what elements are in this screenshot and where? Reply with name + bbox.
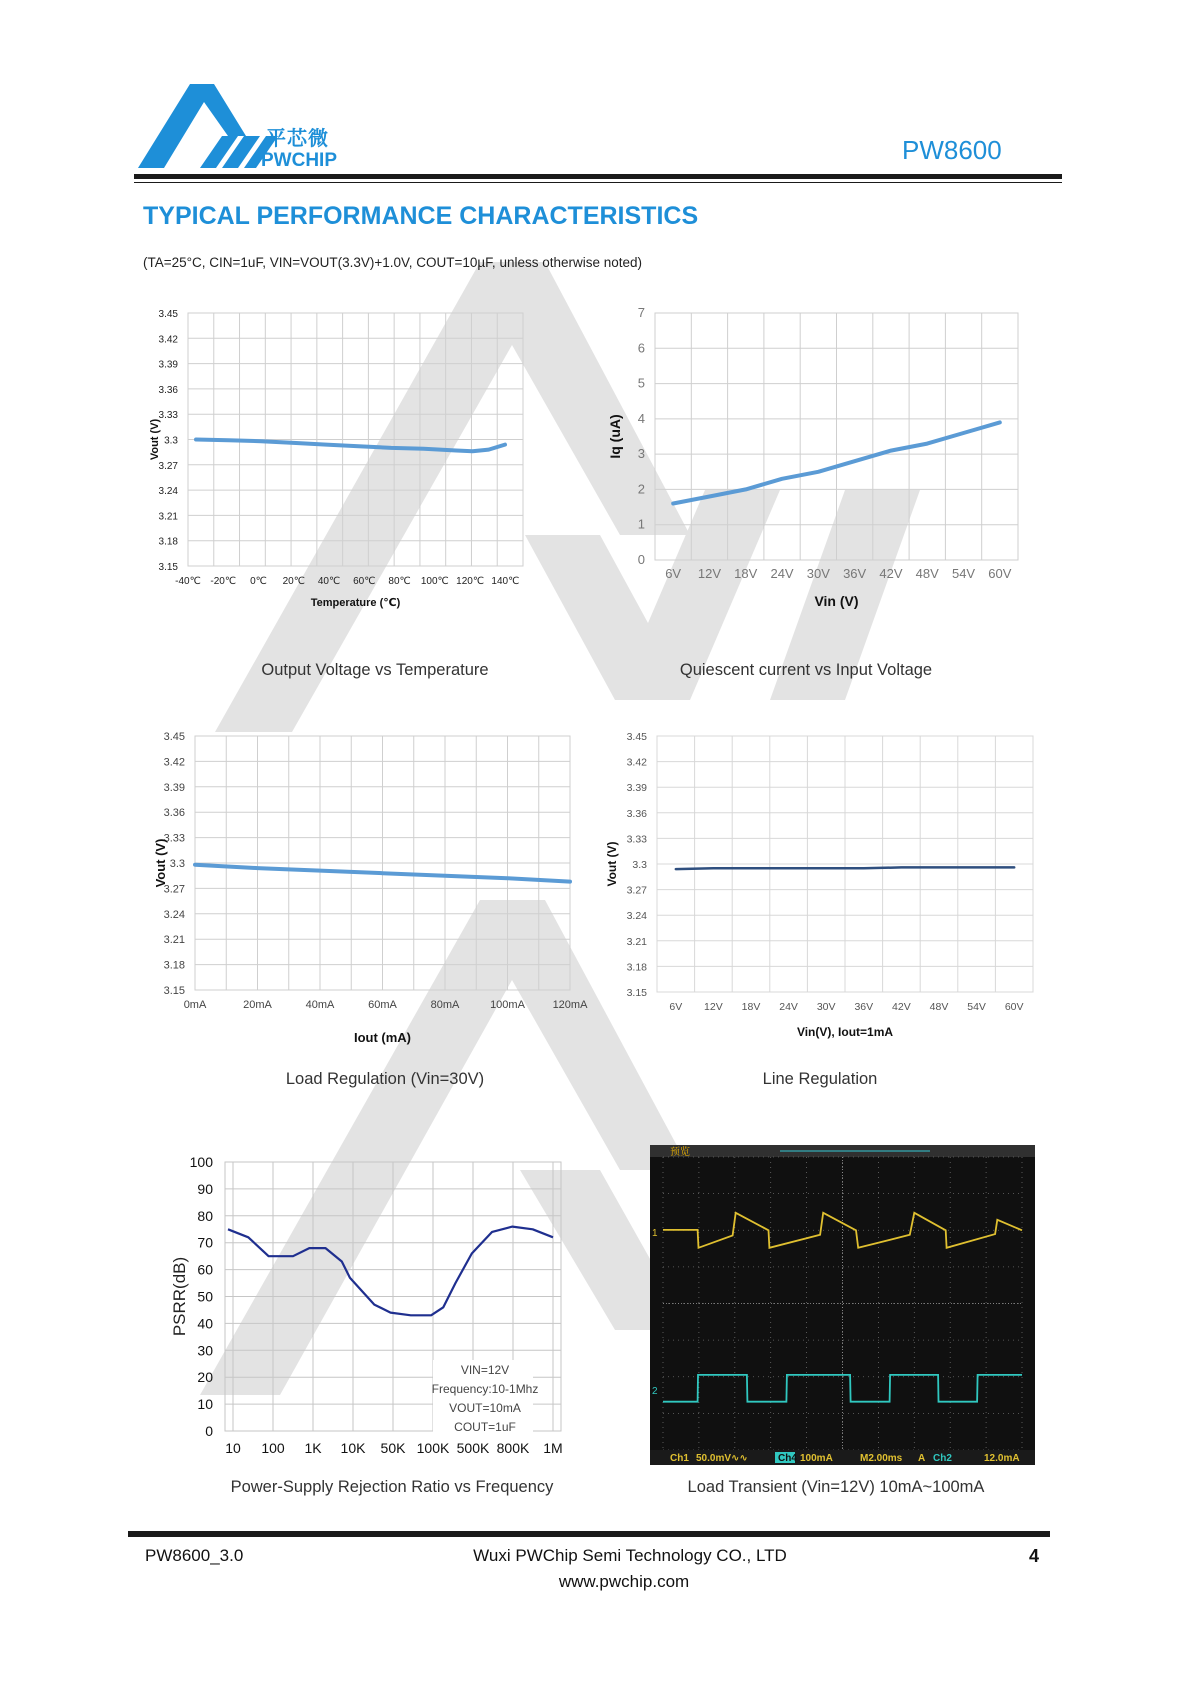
y-tick-label: 3.39 (163, 781, 185, 794)
x-tick-label: 100℃ (420, 576, 449, 587)
y-tick-label: 3.33 (163, 832, 185, 845)
scope-ch4-marker: 2 (652, 1386, 658, 1397)
x-tick-label: 100 (261, 1440, 285, 1456)
x-tick-label: 120mA (552, 999, 588, 1011)
y-tick-label: 0 (205, 1423, 213, 1439)
footer-document-version: PW8600_3.0 (145, 1546, 244, 1565)
y-axis-label: Vout (V) (605, 841, 619, 887)
footer-company: Wuxi PWChip Semi Technology CO., LTD (473, 1546, 787, 1565)
x-tick-label: 500K (456, 1440, 490, 1456)
pwchip-logo (138, 84, 278, 170)
x-tick-label: 80℃ (388, 576, 411, 587)
x-tick-label: -40℃ (175, 576, 201, 587)
x-axis-label: Temperature (℃) (310, 597, 401, 609)
y-tick-label: 5 (637, 375, 645, 391)
y-tick-label: 3.42 (626, 756, 647, 769)
chart-psrr-vs-frequency (165, 1152, 585, 1477)
y-axis-label: PSRR(dB) (170, 1256, 189, 1337)
y-tick-label: 20 (197, 1369, 213, 1386)
x-tick-label: 0mA (183, 999, 207, 1011)
x-tick-label: 54V (951, 566, 976, 581)
x-tick-label: 60V (988, 566, 1012, 581)
y-tick-label: 3.18 (158, 536, 178, 548)
x-tick-label: 18V (734, 566, 758, 581)
y-tick-label: 3.33 (158, 410, 178, 422)
y-tick-label: 3.27 (158, 460, 178, 472)
y-tick-label: 3.3 (164, 435, 178, 447)
y-tick-label: 70 (197, 1234, 213, 1251)
y-tick-label: 3.24 (158, 486, 178, 498)
x-tick-label: -20℃ (210, 576, 237, 587)
x-axis-label: Vin(V), Iout=1mA (796, 1025, 894, 1039)
y-tick-label: 80 (197, 1207, 213, 1224)
x-tick-label: 48V (929, 1001, 949, 1013)
x-tick-label: 24V (770, 566, 794, 581)
x-tick-label: 6V (669, 1001, 683, 1013)
y-tick-label: 3.15 (163, 985, 185, 997)
x-tick-label: 50K (380, 1440, 406, 1456)
y-tick-label: 30 (197, 1342, 213, 1359)
y-tick-label: 3.21 (158, 511, 178, 523)
y-tick-label: 3 (637, 446, 645, 462)
caption-quiescent-current: Quiescent current vs Input Voltage (679, 661, 933, 679)
scope-status-item: 50.0mV∿∿ (696, 1453, 748, 1464)
scope-status-item: Ch4 (778, 1453, 797, 1464)
series-line (676, 867, 1014, 869)
y-axis-label: Iq (uA) (607, 414, 623, 459)
x-tick-label: 40mA (305, 999, 335, 1011)
scope-top-label: 预览 (670, 1147, 690, 1158)
y-tick-label: 3.36 (158, 384, 178, 396)
x-tick-label: 100K (416, 1440, 450, 1456)
x-tick-label: 12V (697, 566, 722, 581)
x-tick-label: 12V (704, 1001, 723, 1013)
y-tick-label: 3.36 (626, 807, 647, 820)
y-tick-label: 3.45 (163, 731, 185, 743)
y-tick-label: 3.27 (626, 884, 647, 897)
x-tick-label: 6V (665, 566, 682, 581)
y-tick-label: 0 (637, 552, 645, 567)
y-tick-label: 3.24 (626, 910, 647, 923)
y-tick-label: 3.36 (163, 807, 185, 820)
y-tick-label: 3.21 (163, 934, 185, 947)
y-tick-label: 3.18 (163, 959, 185, 972)
y-tick-label: 3.3 (169, 858, 185, 870)
x-tick-label: 60mA (368, 999, 397, 1011)
x-tick-label: 0℃ (250, 576, 267, 587)
chart-quiescent-current-vs-input-voltage (608, 305, 1028, 650)
y-tick-label: 3.3 (632, 859, 647, 871)
plot-area (153, 731, 588, 1045)
y-tick-label: 10 (197, 1396, 213, 1413)
test-conditions: (TA=25°C, CIN=1uF, VIN=VOUT(3.3V)+1.0V, COUT=10µF, unless otherwise noted) (143, 255, 643, 270)
y-tick-label: 3.27 (163, 883, 185, 896)
y-tick-label: 7 (637, 305, 645, 320)
caption-line-regulation: Line Regulation (762, 1070, 878, 1088)
x-tick-label: 100mA (490, 999, 525, 1011)
y-tick-label: 3.18 (626, 961, 647, 974)
logo-chinese-name: 平芯微 (266, 128, 329, 150)
y-tick-label: 3.15 (626, 987, 647, 999)
x-axis-label: Vin (V) (814, 593, 859, 609)
x-tick-label: 24V (779, 1001, 798, 1013)
y-tick-label: 3.39 (626, 782, 647, 795)
x-tick-label: 60℃ (353, 576, 376, 587)
x-tick-label: 42V (892, 1001, 911, 1013)
y-tick-label: 3.42 (158, 334, 178, 346)
x-tick-label: 30V (816, 1001, 836, 1013)
x-tick-label: 20℃ (282, 576, 305, 587)
y-tick-label: 1 (637, 516, 645, 532)
footer-rule (128, 1531, 1050, 1537)
x-tick-label: 48V (915, 566, 939, 581)
annotation-text: VOUT=10mA (449, 1401, 521, 1415)
section-title: TYPICAL PERFORMANCE CHARACTERISTICS (143, 202, 699, 230)
y-tick-label: 2 (637, 481, 645, 497)
part-number: PW8600 (902, 135, 1002, 165)
x-tick-label: 140℃ (491, 576, 520, 587)
x-tick-label: 18V (741, 1001, 761, 1013)
y-tick-label: 3.33 (626, 833, 647, 846)
caption-output-voltage-vs-temperature: Output Voltage vs Temperature (261, 661, 489, 679)
annotation-text: VIN=12V (460, 1363, 510, 1377)
y-tick-label: 3.24 (163, 908, 185, 921)
y-tick-label: 3.45 (626, 731, 647, 743)
logo-english-name: PWCHIP (261, 150, 337, 171)
y-tick-label: 60 (197, 1261, 213, 1278)
caption-psrr: Power-Supply Rejection Ratio vs Frequency (230, 1478, 554, 1496)
x-tick-label: 42V (879, 566, 903, 581)
scope-status-item: Ch1 (670, 1453, 689, 1464)
chart-output-voltage-vs-temperature (150, 305, 565, 650)
scope-ch1-marker: 1 (652, 1228, 658, 1239)
y-tick-label: 100 (189, 1154, 213, 1170)
y-tick-label: 3.45 (158, 309, 178, 320)
x-tick-label: 20mA (243, 999, 272, 1011)
y-tick-label: 6 (637, 340, 645, 356)
series-line (196, 440, 505, 452)
x-tick-label: 1M (543, 1440, 563, 1456)
x-tick-label: 10K (340, 1440, 366, 1456)
x-tick-label: 80mA (430, 999, 460, 1011)
plot-area (149, 309, 523, 609)
footer-website[interactable]: www.pwchip.com (558, 1572, 690, 1591)
y-tick-label: 4 (637, 410, 645, 426)
plot-area (607, 305, 1018, 609)
annotation-text: Frequency:10-1Mhz (431, 1382, 539, 1396)
x-tick-label: 30V (806, 566, 830, 581)
y-tick-label: 3.15 (158, 562, 178, 573)
x-tick-label: 120℃ (456, 576, 485, 587)
scope-status-item: A (918, 1453, 926, 1464)
page-number: 4 (1029, 1546, 1040, 1566)
x-tick-label: 800K (496, 1440, 530, 1456)
y-tick-label: 3.42 (163, 756, 185, 769)
y-tick-label: 3.21 (626, 935, 647, 948)
y-tick-label: 90 (197, 1180, 213, 1197)
chart-load-transient-scope (650, 1145, 1035, 1465)
x-tick-label: 36V (854, 1001, 874, 1013)
chart-load-regulation (155, 728, 595, 1068)
plot-area (605, 731, 1033, 1039)
header-rule (134, 174, 1062, 179)
y-tick-label: 50 (197, 1288, 213, 1305)
y-tick-label: 3.39 (158, 359, 178, 371)
x-axis-label: Iout (mA) (353, 1030, 412, 1045)
x-tick-label: 1K (304, 1440, 322, 1456)
x-tick-label: 10 (225, 1440, 241, 1456)
caption-load-transient: Load Transient (Vin=12V) 10mA~100mA (687, 1478, 985, 1496)
scope-status-item: 100mA (800, 1453, 833, 1464)
x-tick-label: 36V (843, 566, 867, 581)
x-tick-label: 60V (1004, 1001, 1024, 1013)
caption-load-regulation: Load Regulation (Vin=30V) (285, 1070, 485, 1088)
y-axis-label: Vout (V) (149, 418, 161, 461)
scope-status-item: Ch2 (933, 1453, 952, 1464)
scope-status-item: M2.00ms (860, 1453, 903, 1464)
series-line (228, 1227, 553, 1316)
x-tick-label: 40℃ (317, 576, 341, 587)
y-tick-label: 40 (197, 1315, 213, 1332)
header-rule-thin (134, 182, 1062, 183)
y-axis-label: Vout (V) (153, 838, 168, 888)
scope-status-item: 12.0mA (984, 1453, 1020, 1464)
x-tick-label: 54V (967, 1001, 986, 1013)
chart-line-regulation (605, 728, 1050, 1068)
annotation-text: COUT=1uF (454, 1420, 516, 1434)
